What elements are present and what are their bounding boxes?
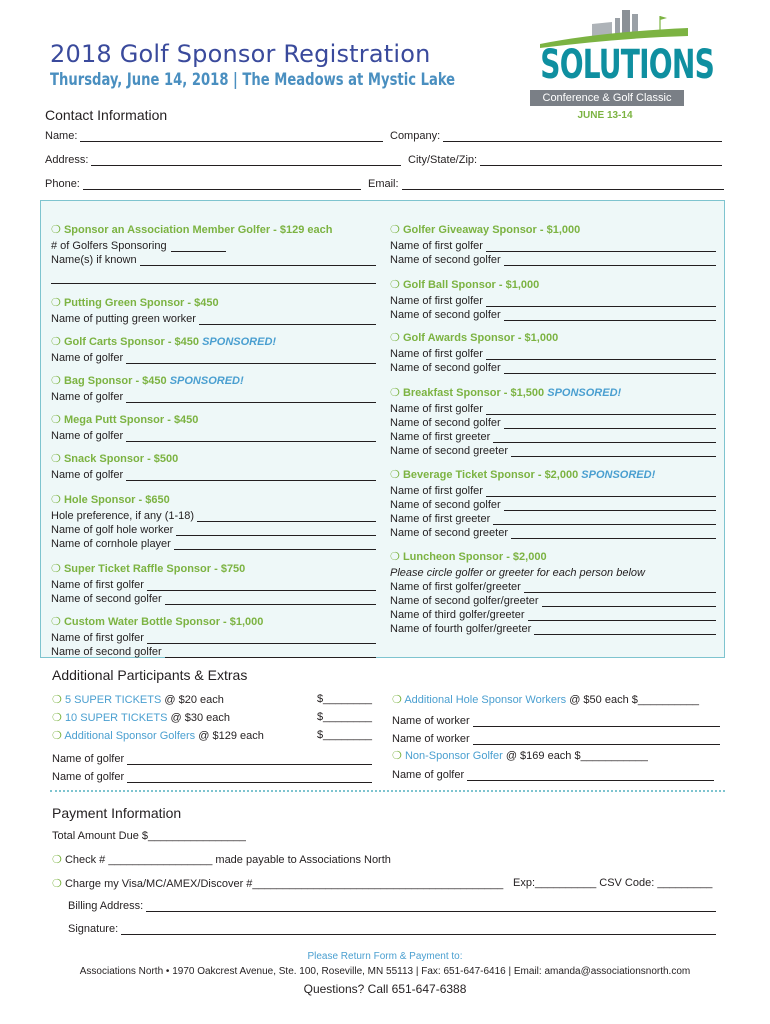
water-group xyxy=(51,615,376,658)
worker-2-label: Name of worker xyxy=(392,733,470,745)
luncheon-fourth-row xyxy=(390,621,716,635)
right-column xyxy=(390,223,716,645)
bag-title: Bag Sponsor - $450 xyxy=(63,375,167,387)
putting-worker-line[interactable] xyxy=(199,315,376,325)
worker-2-row xyxy=(392,727,720,745)
water-second-row xyxy=(51,644,376,658)
circle-icon: ❍ xyxy=(51,224,61,236)
address-field[interactable] xyxy=(45,154,401,166)
non-sponsor-golfer-row xyxy=(392,763,720,781)
breakfast-group xyxy=(390,386,716,457)
email-label: Email: xyxy=(368,178,399,190)
worker-1-row xyxy=(392,711,720,727)
carts-golfer-row xyxy=(51,350,376,364)
additional-golfers-price: @ $129 each xyxy=(195,730,264,742)
beverage-group xyxy=(390,468,716,539)
circle-icon: ❍ xyxy=(52,694,62,706)
breakfast-second-greeter-label: Name of second greeter xyxy=(390,445,509,457)
beverage-second-golfer-label: Name of second golfer xyxy=(390,499,501,511)
name-field[interactable] xyxy=(45,130,383,142)
non-sponsor-price: @ $169 each $___________ xyxy=(502,750,648,762)
giveaway-first-line[interactable] xyxy=(486,242,716,252)
giveaway-title: Golfer Giveaway Sponsor - $1,000 xyxy=(402,224,581,236)
extra-golfer-1-label: Name of golfer xyxy=(52,753,125,765)
luncheon-third-row xyxy=(390,607,716,621)
raffle-second-line[interactable] xyxy=(165,595,376,605)
awards-first-row xyxy=(390,346,716,360)
dotted-divider xyxy=(50,790,725,792)
questions-line: Questions? Call 651-647-6388 xyxy=(303,982,467,996)
giveaway-option[interactable] xyxy=(390,223,716,236)
five-tickets-row[interactable] xyxy=(52,693,372,711)
circle-icon: ❍ xyxy=(390,551,400,563)
solutions-logo xyxy=(520,8,715,126)
ten-tickets-row[interactable] xyxy=(52,711,372,729)
breakfast-second-greeter-line[interactable] xyxy=(511,447,716,457)
beverage-first-golfer-label: Name of first golfer xyxy=(390,485,483,497)
worker-1-label: Name of worker xyxy=(392,715,470,727)
luncheon-second-row xyxy=(390,593,716,607)
additional-golfers-row[interactable] xyxy=(52,729,372,747)
putting-worker-row xyxy=(51,311,376,325)
carts-option[interactable] xyxy=(51,335,376,348)
bag-golfer-line[interactable] xyxy=(126,393,376,403)
non-sponsor-name: Non-Sponsor Golfer xyxy=(404,750,503,762)
names-known-extra-row xyxy=(51,266,376,284)
awards-second-label: Name of second golfer xyxy=(390,362,501,374)
awards-second-line[interactable] xyxy=(504,364,716,374)
footer-address: Associations North • 1970 Oakcrest Avenue, Ste. 100, Roseville, MN 55113 | Fax: 651-647-6416 | Email: amanda@associationsnorth.com xyxy=(79,966,691,977)
hole-workers-name: Additional Hole Sponsor Workers xyxy=(404,694,567,706)
mega-option[interactable] xyxy=(51,413,376,426)
putting-title: Putting Green Sponsor - $450 xyxy=(63,297,219,309)
breakfast-first-golfer-line[interactable] xyxy=(486,405,716,415)
circle-icon: ❍ xyxy=(51,453,61,465)
carts-golfer-line[interactable] xyxy=(126,354,376,364)
ten-tickets-name: 10 SUPER TICKETS xyxy=(64,712,168,724)
carts-title: Golf Carts Sponsor - $450 xyxy=(63,336,200,348)
breakfast-first-golfer-row xyxy=(390,401,716,415)
ball-option[interactable] xyxy=(390,278,716,291)
charge-card-number: Charge my Visa/MC/AMEX/Discover #_________________________________________ xyxy=(64,878,504,890)
giveaway-group xyxy=(390,223,716,266)
extras-heading: Additional Participants & Extras xyxy=(52,667,248,683)
luncheon-first-row xyxy=(390,579,716,593)
raffle-first-row xyxy=(51,577,376,591)
awards-second-row xyxy=(390,360,716,374)
billing-address-field[interactable] xyxy=(68,900,716,912)
extra-golfer-2-row xyxy=(52,765,372,783)
luncheon-title: Luncheon Sponsor - $2,000 xyxy=(402,551,547,563)
snack-option[interactable] xyxy=(51,452,376,465)
member-golfer-option[interactable] xyxy=(51,223,376,236)
golfers-sponsoring-line[interactable] xyxy=(171,242,226,252)
circle-icon: ❍ xyxy=(392,694,402,706)
breakfast-second-golfer-label: Name of second golfer xyxy=(390,417,501,429)
exp-csv-field[interactable]: Exp:__________ CSV Code: _________ xyxy=(513,877,713,889)
beverage-second-greeter-line[interactable] xyxy=(511,529,716,539)
snack-title: Snack Sponsor - $500 xyxy=(63,453,179,465)
hole-title: Hole Sponsor - $650 xyxy=(63,494,170,506)
billing-line xyxy=(146,902,716,912)
non-sponsor-golfer-label: Name of golfer xyxy=(392,769,465,781)
company-line xyxy=(443,132,722,142)
bag-group xyxy=(51,374,376,403)
ball-first-label: Name of first golfer xyxy=(390,295,483,307)
luncheon-second-label: Name of second golfer/greeter xyxy=(390,595,539,607)
hole-group xyxy=(51,493,376,550)
circle-icon: ❍ xyxy=(390,469,400,481)
beverage-second-greeter-row xyxy=(390,525,716,539)
ball-first-row xyxy=(390,293,716,307)
company-label: Company: xyxy=(390,130,441,142)
member-golfer-title: Sponsor an Association Member Golfer - $129 each xyxy=(63,224,333,236)
luncheon-first-label: Name of first golfer/greeter xyxy=(390,581,521,593)
putting-group xyxy=(51,296,376,325)
circle-icon: ❍ xyxy=(51,297,61,309)
ten-tickets-label xyxy=(52,711,230,729)
non-sponsor-golfer-line[interactable] xyxy=(467,771,714,781)
hole-worker-line[interactable] xyxy=(176,526,376,536)
hole-workers-row[interactable] xyxy=(392,693,720,711)
luncheon-third-line[interactable] xyxy=(528,611,716,621)
beverage-second-golfer-line[interactable] xyxy=(504,501,716,511)
email-line xyxy=(402,180,724,190)
phone-field[interactable] xyxy=(45,178,361,190)
cornhole-label: Name of cornhole player xyxy=(51,538,171,550)
company-field[interactable] xyxy=(390,130,722,142)
water-first-line[interactable] xyxy=(147,634,376,644)
names-known-line[interactable] xyxy=(140,256,376,266)
raffle-second-label: Name of second golfer xyxy=(51,593,162,605)
giveaway-second-label: Name of second golfer xyxy=(390,254,501,266)
circle-icon: ❍ xyxy=(51,494,61,506)
raffle-second-row xyxy=(51,591,376,605)
cornhole-row xyxy=(51,536,376,550)
golfers-sponsoring-row xyxy=(51,238,376,252)
names-known-row xyxy=(51,252,376,266)
ten-tickets-amount: $________ xyxy=(316,711,372,723)
awards-group xyxy=(390,331,716,374)
logo-date: JUNE 13-14 xyxy=(577,110,633,121)
city-field[interactable] xyxy=(408,154,722,166)
raffle-option[interactable] xyxy=(51,562,376,575)
member-golfer-group xyxy=(51,223,376,284)
extra-golfer-1-line[interactable] xyxy=(127,755,372,765)
snack-golfer-label: Name of golfer xyxy=(51,469,124,481)
bag-option[interactable] xyxy=(51,374,376,387)
phone-line xyxy=(83,180,361,190)
breakfast-second-greeter-row xyxy=(390,443,716,457)
left-column xyxy=(51,223,376,668)
circle-icon: ❍ xyxy=(52,854,62,866)
address-line xyxy=(91,156,401,166)
giveaway-first-label: Name of first golfer xyxy=(390,240,483,252)
awards-first-line[interactable] xyxy=(486,350,716,360)
logo-banner: Conference & Golf Classic xyxy=(530,90,684,106)
water-second-label: Name of second golfer xyxy=(51,646,162,658)
beverage-second-greeter-label: Name of second greeter xyxy=(390,527,509,539)
circle-icon: ❍ xyxy=(392,750,402,762)
worker-2-line[interactable] xyxy=(473,735,720,745)
beverage-option[interactable] xyxy=(390,468,716,481)
awards-title: Golf Awards Sponsor - $1,000 xyxy=(402,332,559,344)
beverage-first-greeter-label: Name of first greeter xyxy=(390,513,491,525)
water-option[interactable] xyxy=(51,615,376,628)
beverage-first-golfer-line[interactable] xyxy=(486,487,716,497)
page-title: 2018 Golf Sponsor Registration xyxy=(50,40,431,68)
beverage-sponsored-badge: SPONSORED! xyxy=(581,469,656,481)
five-tickets-name: 5 SUPER TICKETS xyxy=(64,694,162,706)
hole-pref-label: Hole preference, if any (1-18) xyxy=(51,510,195,522)
water-first-row xyxy=(51,630,376,644)
putting-worker-label: Name of putting green worker xyxy=(51,313,196,325)
luncheon-option[interactable] xyxy=(390,550,716,563)
beverage-first-golfer-row xyxy=(390,483,716,497)
signature-line xyxy=(121,925,716,935)
extra-golfer-1-row xyxy=(52,747,372,765)
ball-second-row xyxy=(390,307,716,321)
check-payable: made payable to Associations North xyxy=(215,854,391,866)
carts-group xyxy=(51,335,376,364)
raffle-first-line[interactable] xyxy=(147,581,376,591)
city-label: City/State/Zip: xyxy=(408,154,478,166)
beverage-second-golfer-row xyxy=(390,497,716,511)
mega-group xyxy=(51,413,376,442)
giveaway-first-row xyxy=(390,238,716,252)
hole-option[interactable] xyxy=(51,493,376,506)
circle-icon: ❍ xyxy=(51,414,61,426)
giveaway-second-row xyxy=(390,252,716,266)
city-line xyxy=(480,156,722,166)
signature-label: Signature: xyxy=(68,923,119,935)
raffle-first-label: Name of first golfer xyxy=(51,579,144,591)
circle-icon: ❍ xyxy=(52,730,62,742)
extras-right xyxy=(392,693,720,781)
snack-group xyxy=(51,452,376,481)
additional-golfers-amount: $________ xyxy=(316,729,372,741)
carts-golfer-label: Name of golfer xyxy=(51,352,124,364)
raffle-group xyxy=(51,562,376,605)
bag-sponsored-badge: SPONSORED! xyxy=(169,375,244,387)
contact-heading: Contact Information xyxy=(45,107,168,123)
ten-tickets-price: @ $30 each xyxy=(167,712,230,724)
breakfast-first-golfer-label: Name of first golfer xyxy=(390,403,483,415)
names-known-extra-line[interactable] xyxy=(51,274,376,284)
water-second-line[interactable] xyxy=(165,648,376,658)
snack-golfer-line[interactable] xyxy=(126,471,376,481)
hole-pref-line[interactable] xyxy=(197,512,376,522)
breakfast-second-golfer-row xyxy=(390,415,716,429)
breakfast-first-greeter-label: Name of first greeter xyxy=(390,431,491,443)
ball-first-line[interactable] xyxy=(486,297,716,307)
raffle-title: Super Ticket Raffle Sponsor - $750 xyxy=(63,563,246,575)
giveaway-second-line[interactable] xyxy=(504,256,716,266)
luncheon-note: Please circle golfer or greeter for each person below xyxy=(390,567,645,579)
circle-icon: ❍ xyxy=(52,878,62,890)
circle-icon: ❍ xyxy=(51,336,61,348)
total-amount-field[interactable]: Total Amount Due $________________ xyxy=(52,830,246,842)
additional-golfers-name: Additional Sponsor Golfers xyxy=(64,730,196,742)
address-label: Address: xyxy=(45,154,89,166)
breakfast-title: Breakfast Sponsor - $1,500 xyxy=(402,387,545,399)
ball-title: Golf Ball Sponsor - $1,000 xyxy=(402,279,540,291)
carts-sponsored-badge: SPONSORED! xyxy=(202,336,277,348)
ball-group xyxy=(390,278,716,321)
signature-field[interactable] xyxy=(68,923,716,935)
names-known-label: Name(s) if known xyxy=(51,254,137,266)
luncheon-group xyxy=(390,550,716,635)
water-title: Custom Water Bottle Sponsor - $1,000 xyxy=(63,616,264,628)
hole-pref-row xyxy=(51,508,376,522)
cornhole-line[interactable] xyxy=(174,540,376,550)
beverage-title: Beverage Ticket Sponsor - $2,000 xyxy=(402,469,579,481)
phone-label: Phone: xyxy=(45,178,80,190)
mega-golfer-label: Name of golfer xyxy=(51,430,124,442)
circle-icon: ❍ xyxy=(390,387,400,399)
circle-icon: ❍ xyxy=(390,332,400,344)
mega-golfer-line[interactable] xyxy=(126,432,376,442)
five-tickets-price: @ $20 each xyxy=(161,694,224,706)
luncheon-third-label: Name of third golfer/greeter xyxy=(390,609,525,621)
ball-second-label: Name of second golfer xyxy=(390,309,501,321)
luncheon-fourth-line[interactable] xyxy=(534,625,716,635)
page-subtitle: Thursday, June 14, 2018 | The Meadows at Mystic Lake xyxy=(50,70,456,90)
golfers-sponsoring-label: # of Golfers Sponsoring xyxy=(51,240,167,252)
non-sponsor-row[interactable] xyxy=(392,745,720,763)
beverage-first-greeter-line[interactable] xyxy=(493,515,716,525)
luncheon-first-line[interactable] xyxy=(524,583,716,593)
extra-golfer-2-label: Name of golfer xyxy=(52,771,125,783)
worker-1-line[interactable] xyxy=(473,717,720,727)
snack-golfer-row xyxy=(51,467,376,481)
mega-golfer-row xyxy=(51,428,376,442)
breakfast-sponsored-badge: SPONSORED! xyxy=(547,387,622,399)
name-label: Name: xyxy=(45,130,78,142)
breakfast-first-greeter-line[interactable] xyxy=(493,433,716,443)
circle-icon: ❍ xyxy=(52,712,62,724)
mega-title: Mega Putt Sponsor - $450 xyxy=(63,414,199,426)
bag-golfer-row xyxy=(51,389,376,403)
water-first-label: Name of first golfer xyxy=(51,632,144,644)
breakfast-first-greeter-row xyxy=(390,429,716,443)
circle-icon: ❍ xyxy=(51,375,61,387)
bag-golfer-label: Name of golfer xyxy=(51,391,124,403)
breakfast-second-golfer-line[interactable] xyxy=(504,419,716,429)
hole-worker-label: Name of golf hole worker xyxy=(51,524,174,536)
billing-label: Billing Address: xyxy=(68,900,144,912)
payment-heading: Payment Information xyxy=(52,805,182,821)
hole-workers-price: @ $50 each $__________ xyxy=(566,694,700,706)
awards-first-label: Name of first golfer xyxy=(390,348,483,360)
luncheon-fourth-label: Name of fourth golfer/greeter xyxy=(390,623,532,635)
circle-icon: ❍ xyxy=(51,563,61,575)
logo-wordmark: SOLUTIONS xyxy=(540,42,715,88)
check-option[interactable] xyxy=(52,853,391,866)
circle-icon: ❍ xyxy=(390,224,400,236)
extras-left xyxy=(52,693,372,783)
awards-option[interactable] xyxy=(390,331,716,344)
additional-golfers-label xyxy=(52,729,264,747)
ball-second-line[interactable] xyxy=(504,311,716,321)
hole-worker-row xyxy=(51,522,376,536)
extra-golfer-2-line[interactable] xyxy=(127,773,372,783)
five-tickets-amount: $________ xyxy=(316,693,372,705)
breakfast-option[interactable] xyxy=(390,386,716,399)
charge-option[interactable] xyxy=(52,877,503,890)
circle-icon: ❍ xyxy=(390,279,400,291)
email-field[interactable] xyxy=(368,178,724,190)
putting-option[interactable] xyxy=(51,296,376,309)
return-note: Please Return Form & Payment to: xyxy=(307,951,463,962)
circle-icon: ❍ xyxy=(51,616,61,628)
five-tickets-label xyxy=(52,693,224,711)
beverage-first-greeter-row xyxy=(390,511,716,525)
check-number: Check # _________________ xyxy=(64,854,216,866)
name-line xyxy=(80,132,383,142)
luncheon-second-line[interactable] xyxy=(542,597,716,607)
